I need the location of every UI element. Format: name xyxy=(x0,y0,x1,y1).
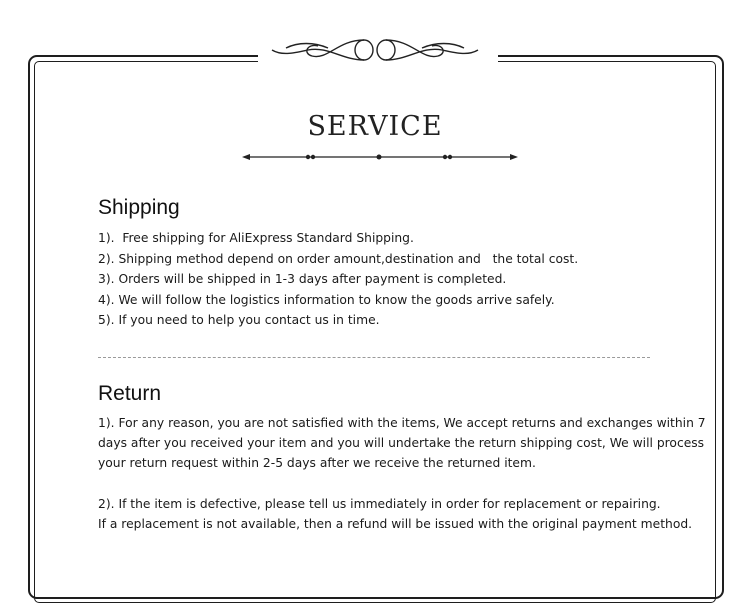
flourish-ornament-icon xyxy=(268,34,482,68)
shipping-item: 2). Shipping method depend on order amount,destination and the total cost. xyxy=(98,251,579,266)
shipping-heading: Shipping xyxy=(98,196,180,219)
section-divider xyxy=(98,357,650,358)
title-rule-ornament xyxy=(240,150,520,164)
return-paragraph-1 xyxy=(98,413,706,473)
return-line: 2). If the item is defective, please tell us immediately in order for replacement or repairing. xyxy=(98,497,661,511)
page-title: SERVICE xyxy=(307,111,443,142)
return-line: days after you received your item and you will undertake the return shipping cost, We will process xyxy=(98,436,705,450)
shipping-item: 5). If you need to help you contact us in time. xyxy=(98,313,380,327)
shipping-item: 3). Orders will be shipped in 1-3 days after payment is completed. xyxy=(98,272,507,286)
return-heading: Return xyxy=(98,382,162,405)
return-paragraph-2 xyxy=(98,494,693,534)
shipping-item: 4). We will follow the logistics information to know the goods arrive safely. xyxy=(98,292,555,307)
return-line: If a replacement is not available, then a refund will be issued with the original payment method. xyxy=(98,517,693,531)
return-line: your return request within 2-5 days after we receive the returned item. xyxy=(98,456,536,470)
shipping-list xyxy=(98,228,578,331)
shipping-item: 1). Free shipping for AliExpress Standard Shipping. xyxy=(98,231,414,245)
return-line: 1). For any reason, you are not satisfied with the items, We accept returns and exchanges within 7 xyxy=(98,416,706,430)
